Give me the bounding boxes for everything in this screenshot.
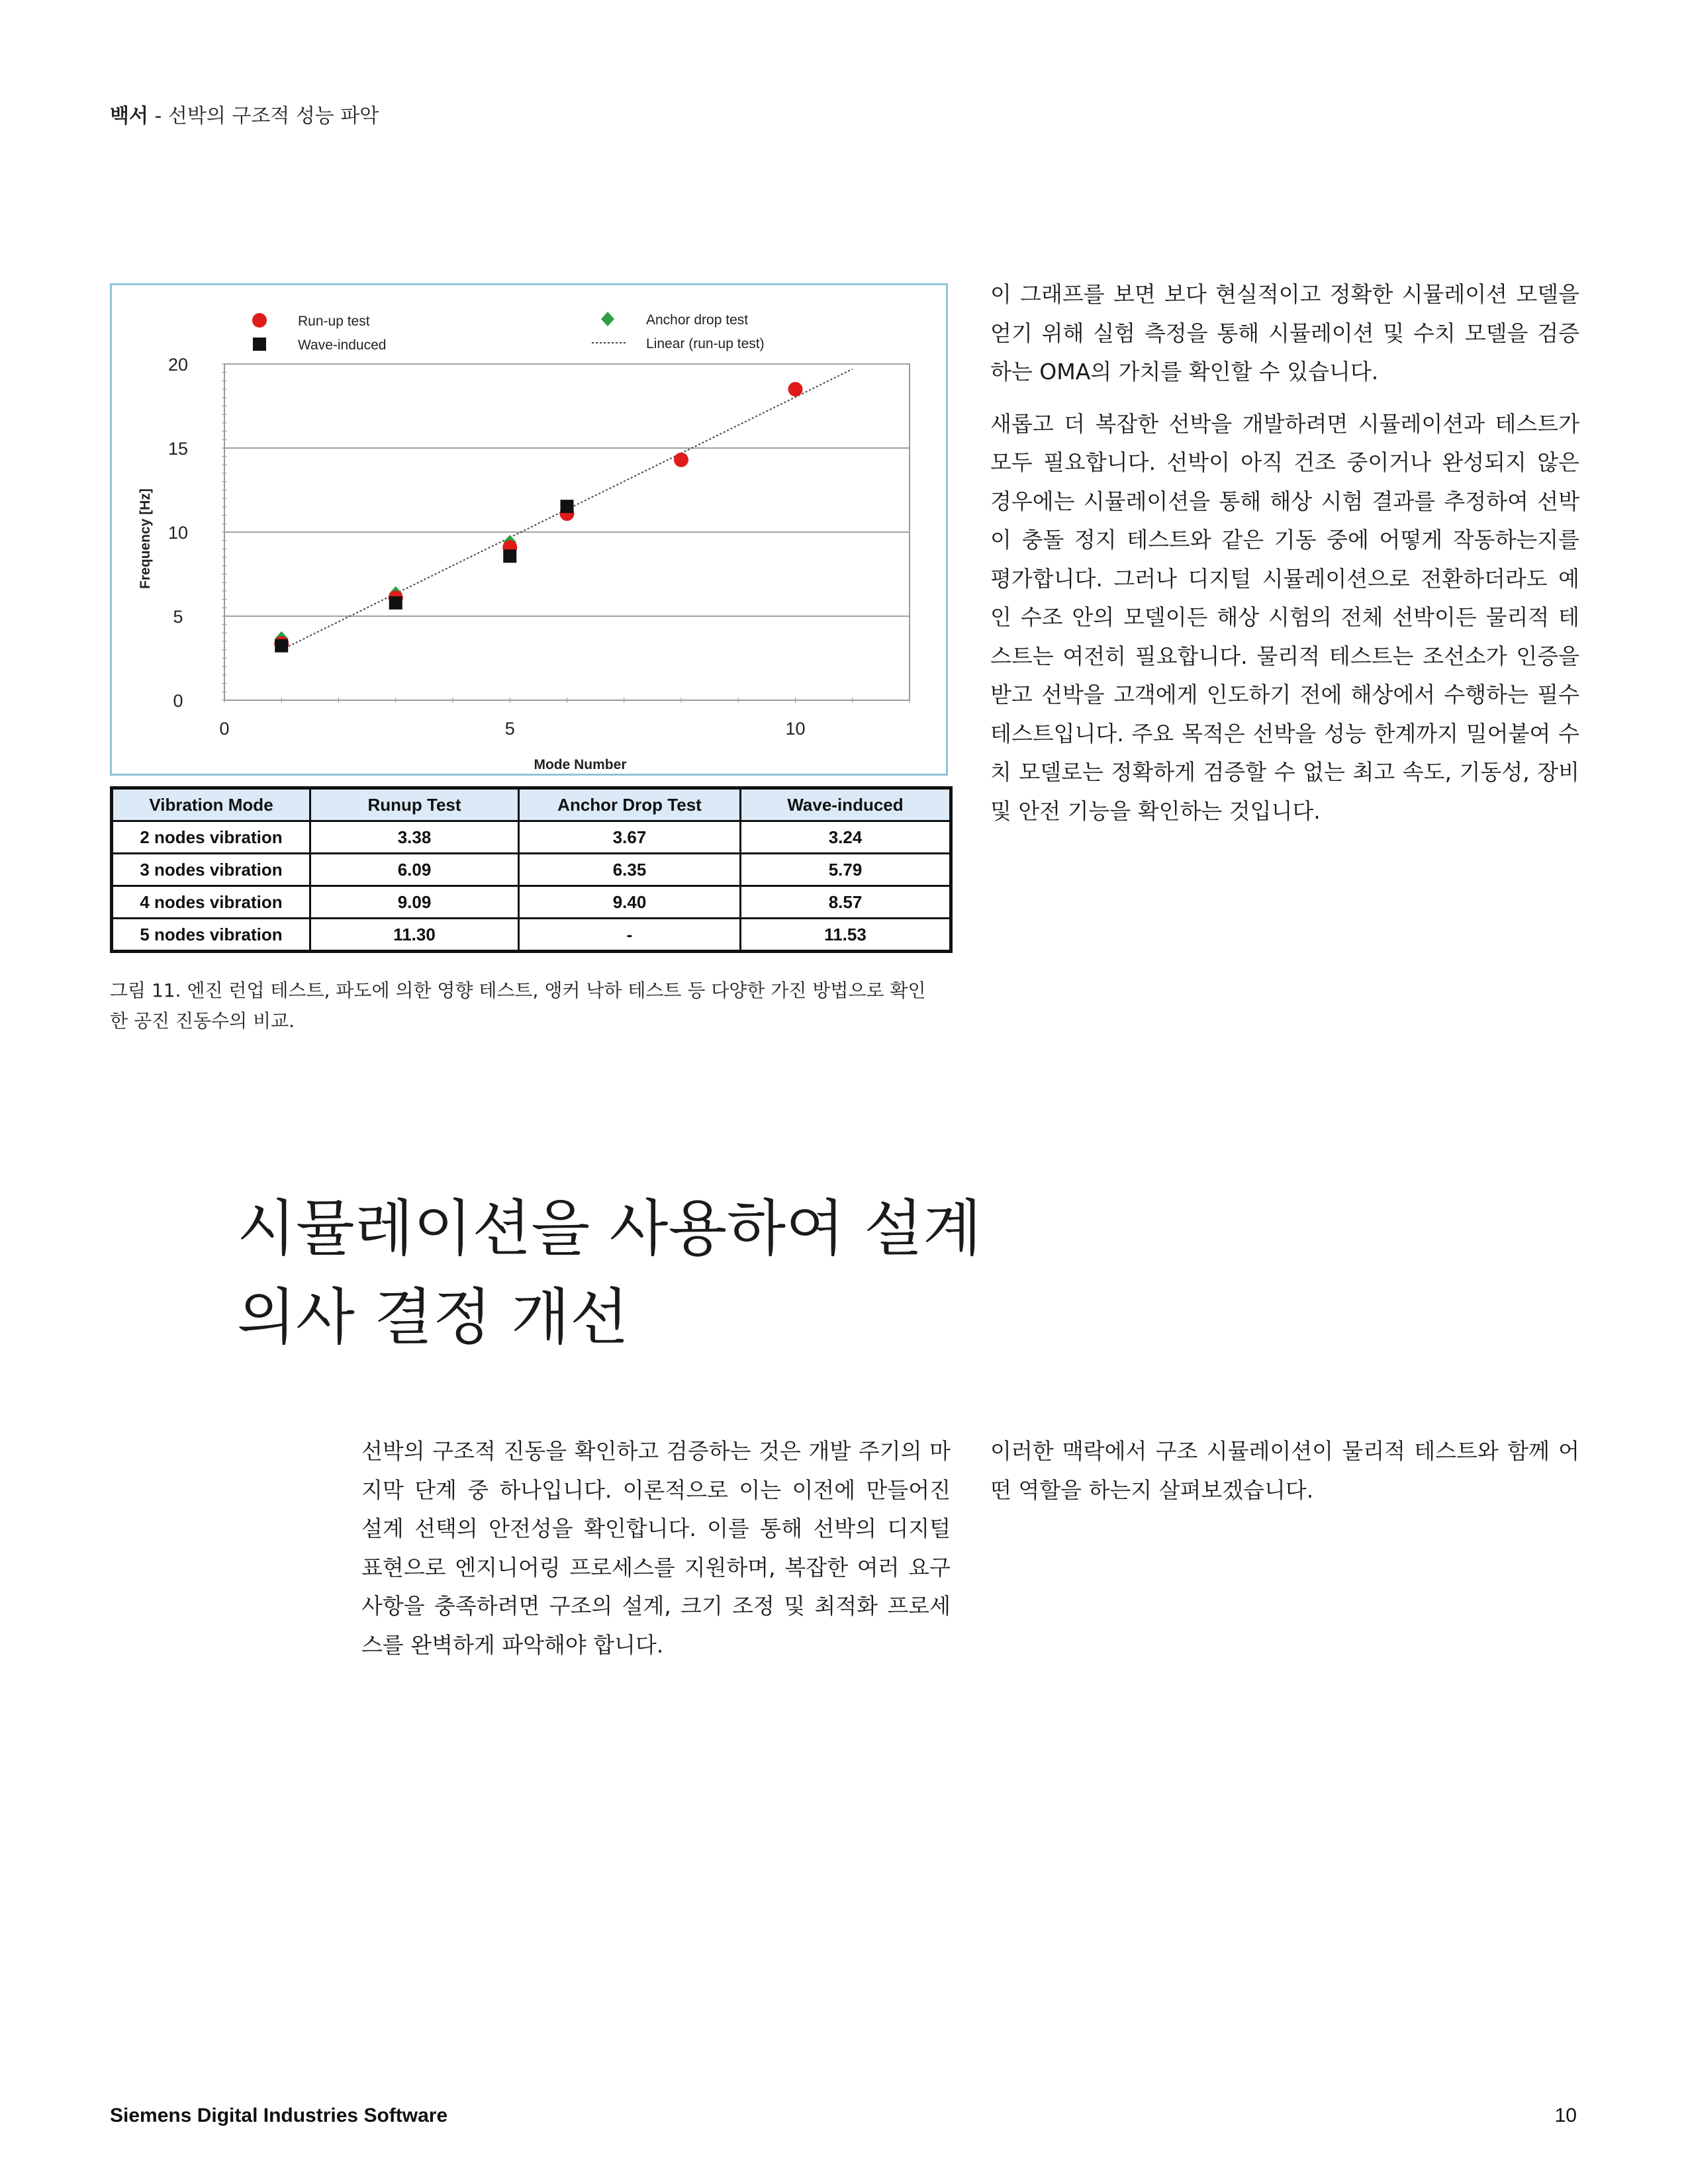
table-row [112, 854, 951, 886]
table-cell: 9.40 [519, 886, 741, 919]
table-header-cell: Wave-induced [741, 788, 951, 821]
paragraph: 새롭고 더 복잡한 선박을 개발하려면 시뮬레이션과 테스트가 모두 필요합니다. 선박이 아직 건조 중이거나 완성되지 않은 경우에는 시뮬레이션을 통해 해상 시험 결과를 추정하여 선박이 충돌 정지 테스트와 같은 기동 중에 어떻게 작동하는지를 평가합니다. 그러나 디지털 시뮬레이션으로 전환하더라도 예인 수조 안의 모델이든 해상 시험의 전체 선박이든 물리적 테스트는 여전히 필요합니다. 물리적 테스트는 조선소가 인증을 받고 선박을 고객에게 인도하기 전에 해상에서 수행하는 필수 테스트입니다. 주요 목적은 선박을 성능 한계까지 밀어붙여 수치 모델로는 정확하게 검증할 수 없는 최고 속도, 기동성, 장비 및 안전 기능을 확인하는 것입니다. [990, 410, 1579, 824]
table-header-cell: Vibration Mode [112, 788, 310, 821]
data-point-circle [788, 382, 803, 396]
table-cell: 5.79 [741, 854, 951, 886]
data-point-square [275, 639, 288, 653]
right-column-text [990, 275, 1579, 844]
section-title: 시뮬레이션을 사용하여 설계 의사 결정 개선 [237, 1193, 982, 1353]
legend-label: Run-up test [298, 314, 370, 329]
page-number: 10 [1554, 2105, 1577, 2126]
legend-label: Anchor drop test [646, 312, 749, 328]
header-title: 선박의 구조적 성능 파악 [167, 105, 379, 128]
figure-caption: 그림 11. 엔진 런업 테스트, 파도에 의한 영향 테스트, 앵커 낙하 테스트 등 다양한 가진 방법으로 확인한 공진 진동수의 비교. [110, 979, 926, 1032]
table-cell: 4 nodes vibration [112, 886, 310, 919]
x-tick-label: 10 [785, 719, 806, 739]
legend-swatch-square [253, 338, 266, 351]
table-header-row [112, 788, 951, 821]
section-right-text [990, 1432, 1579, 1523]
header-prefix: 백서 [110, 105, 148, 128]
data-point-circle [674, 453, 688, 467]
paragraph: 이러한 맥락에서 구조 시뮬레이션이 물리적 테스트와 함께 어떤 역할을 하는지 살펴보겠습니다. [990, 1438, 1579, 1503]
table-cell: - [519, 919, 741, 952]
table-cell: 5 nodes vibration [112, 919, 310, 952]
table-cell: 6.09 [310, 854, 519, 886]
section-left-text [361, 1432, 951, 1678]
table-cell: 9.09 [310, 886, 519, 919]
y-tick-label: 10 [167, 523, 189, 543]
footer-company: Siemens Digital Industries Software [110, 2105, 448, 2126]
x-tick-label: 0 [219, 719, 230, 739]
x-tick-label: 5 [504, 719, 515, 739]
table-row [112, 919, 951, 952]
data-point-square [389, 596, 402, 610]
table-cell: 2 nodes vibration [112, 821, 310, 854]
page-header [110, 99, 379, 128]
table-cell: 3.24 [741, 821, 951, 854]
frequency-chart [110, 283, 948, 776]
y-tick-label: 15 [167, 439, 189, 459]
table-cell: 3.38 [310, 821, 519, 854]
legend-label: Linear (run-up test) [646, 336, 765, 351]
table-cell: 3.67 [519, 821, 741, 854]
y-axis-label: Frequency [Hz] [138, 488, 153, 589]
x-axis-label: Mode Number [534, 757, 627, 772]
y-tick-label: 20 [167, 355, 189, 375]
legend-swatch-diamond [601, 312, 614, 326]
table-cell: 8.57 [741, 886, 951, 919]
vibration-table [110, 786, 953, 953]
paragraph: 이 그래프를 보면 보다 현실적이고 정확한 시뮬레이션 모델을 얻기 위해 실험 측정을 통해 시뮬레이션 및 수치 모델을 검증하는 OMA의 가치를 확인할 수 있습니다. [990, 281, 1579, 385]
data-point-square [503, 549, 516, 563]
paragraph: 선박의 구조적 진동을 확인하고 검증하는 것은 개발 주기의 마지막 단계 중 하나입니다. 이론적으로 이는 이전에 만들어진 설계 선택의 안전성을 확인합니다. 이를 통해 선박의 디지털 표현으로 엔지니어링 프로세스를 지원하며, 복잡한 여러 요구사항을 충족하려면 구조의 설계, 크기 조정 및 최적화 프로세스를 완벽하게 파악해야 합니다. [361, 1438, 951, 1658]
y-tick-label: 5 [173, 607, 183, 627]
table-row [112, 886, 951, 919]
table-cell: 6.35 [519, 854, 741, 886]
legend-swatch-circle [252, 313, 267, 328]
data-point-square [561, 500, 574, 513]
y-tick-label: 0 [173, 691, 183, 711]
table-cell: 3 nodes vibration [112, 854, 310, 886]
table-cell: 11.30 [310, 919, 519, 952]
table-header-cell: Runup Test [310, 788, 519, 821]
table-header-cell: Anchor Drop Test [519, 788, 741, 821]
table-cell: 11.53 [741, 919, 951, 952]
table-row [112, 821, 951, 854]
header-separator: - [148, 105, 168, 128]
legend-label: Wave-induced [298, 338, 387, 353]
